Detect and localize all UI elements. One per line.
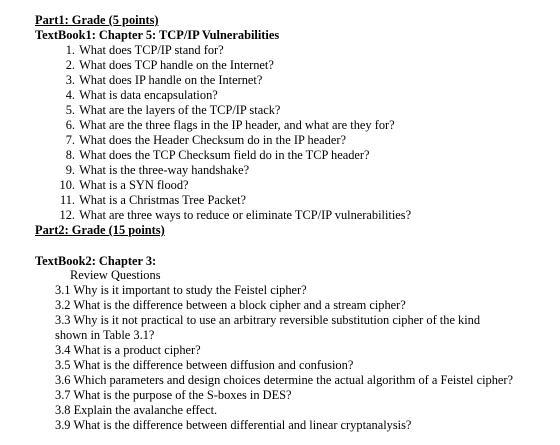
list-item-text: What does IP handle on the Internet? — [79, 73, 263, 87]
review-question: 3.3 Why is it not practical to use an arbitrary reversible substitution cipher of the kind — [55, 313, 481, 327]
list-item-number: 7. — [65, 133, 75, 147]
list-item-number: 9. — [65, 163, 75, 177]
review-question: 3.2 What is the difference between a block cipher and a stream cipher? — [55, 298, 406, 312]
review-question-continued: shown in Table 3.1? — [55, 328, 155, 342]
list-item-number: 8. — [65, 148, 75, 162]
list-item-text: What is a Christmas Tree Packet? — [79, 193, 247, 207]
list-item — [55, 163, 249, 178]
list-item — [55, 133, 346, 148]
list-item — [55, 58, 274, 73]
list-item-number: 6. — [65, 118, 75, 132]
list-item-text: What does TCP/IP stand for? — [79, 43, 224, 57]
list-item-number: 1. — [65, 43, 75, 57]
review-questions-heading: Review Questions — [70, 268, 161, 282]
list-item — [55, 178, 189, 193]
list-item — [55, 118, 395, 133]
list-item — [55, 73, 262, 88]
list-item-text: What is the three-way handshake? — [79, 163, 250, 177]
list-item-text: What is data encapsulation? — [79, 88, 218, 102]
review-question: 3.6 Which parameters and design choices determine the actual algorithm of a Feistel cipher? — [55, 373, 514, 387]
list-item-number: 5. — [65, 103, 75, 117]
review-question: 3.7 What is the purpose of the S-boxes in DES? — [55, 388, 292, 402]
list-item-text: What are the layers of the TCP/IP stack? — [79, 103, 281, 117]
list-item-number: 11. — [59, 193, 75, 207]
textbook1-heading: TextBook1: Chapter 5: TCP/IP Vulnerabilities — [35, 28, 280, 42]
list-item — [55, 208, 411, 223]
review-question: 3.1 Why is it important to study the Feistel cipher? — [55, 283, 307, 297]
list-item-text: What are three ways to reduce or eliminate TCP/IP vulnerabilities? — [79, 208, 412, 222]
review-question: 3.8 Explain the avalanche effect. — [55, 403, 218, 417]
list-item — [55, 193, 246, 208]
list-item-text: What does the TCP Checksum field do in the TCP header? — [79, 148, 370, 162]
review-question: 3.4 What is a product cipher? — [55, 343, 201, 357]
list-item — [55, 148, 370, 163]
list-item-number: 3. — [65, 73, 75, 87]
list-item-number: 4. — [65, 88, 75, 102]
review-question: 3.5 What is the difference between diffusion and confusion? — [55, 358, 354, 372]
list-item — [55, 103, 280, 118]
list-item-number: 2. — [65, 58, 75, 72]
part2-title: Part2: Grade (15 points) — [35, 223, 165, 237]
list-item — [55, 88, 218, 103]
list-item-number: 12. — [59, 208, 75, 222]
textbook2-heading: TextBook2: Chapter 3: — [35, 254, 157, 268]
list-item-text: What does TCP handle on the Internet? — [79, 58, 274, 72]
list-item-text: What does the Header Checksum do in the IP header? — [79, 133, 346, 147]
list-item — [55, 43, 224, 58]
review-question: 3.9 What is the difference between differential and linear cryptanalysis? — [55, 418, 412, 432]
list-item-text: What are the three flags in the IP header, and what are they for? — [79, 118, 395, 132]
part1-title: Part1: Grade (5 points) — [35, 13, 159, 27]
list-item-text: What is a SYN flood? — [79, 178, 189, 192]
list-item-number: 10. — [59, 178, 75, 192]
